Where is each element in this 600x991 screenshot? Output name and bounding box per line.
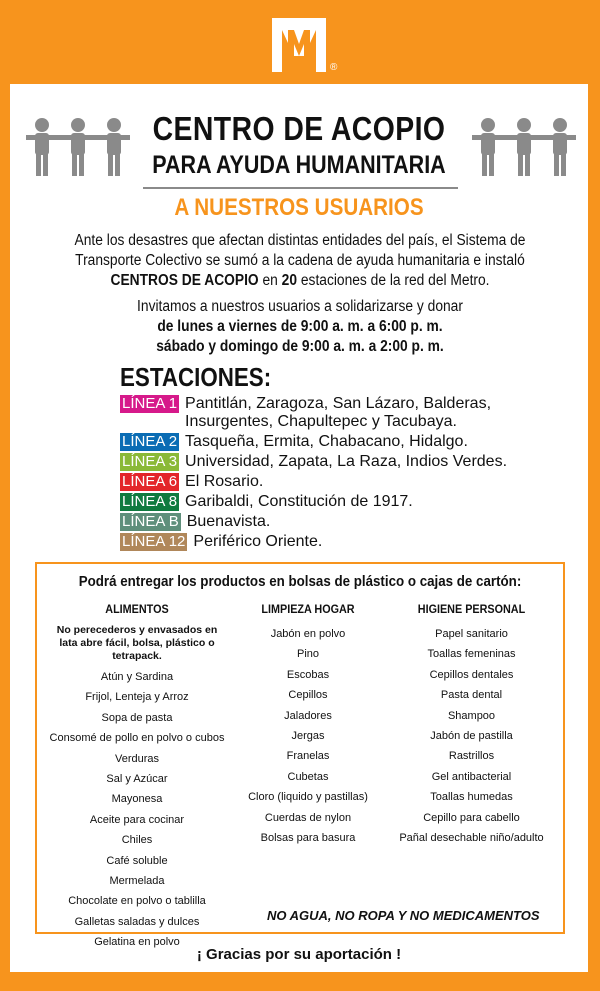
higiene-item: Toallas femeninas [427,648,516,661]
higiene-item: Toallas humedas [430,791,513,804]
products-heading: Podrá entregar los productos en bolsas de plástico o cajas de cartón: [78,574,522,590]
limpieza-item: Jaladores [284,709,332,722]
intro-highlight-count: 20 [281,272,298,289]
schedule-weekend: sábado y domingo de 9:00 a. m. a 2:00 p. m. [156,338,444,355]
line-badge-2: LÍNEA 2 [122,433,178,450]
higiene-item: Jabón de pastilla [430,729,513,742]
line-stations-8: Garibaldi, Constitución de 1917. [185,493,413,510]
alimentos-item: Verduras [114,752,160,765]
line-row-6 [120,473,540,491]
limpieza-item: Cepillos [288,689,328,702]
limpieza-item: Escobas [286,668,330,681]
limpieza-column [233,602,383,848]
higiene-title: HIGIENE PERSONAL [417,602,526,616]
higiene-item: Pasta dental [440,689,503,702]
line-row-2 [120,433,540,451]
line-badge-b: LÍNEA B [122,513,179,530]
line-badge-1: LÍNEA 1 [122,395,178,412]
line-stations-2: Tasqueña, Ermita, Chabacano, Hidalgo. [185,433,468,450]
line-row-8 [120,493,540,511]
thanks-message: ¡ Gracias por su aportación ! [196,946,402,963]
line-stations-1: Pantitlán, Zaragoza, San Lázaro, Balderas, Insurgentes, Chapultepec y Tacubaya. [185,395,492,430]
higiene-item: Cepillo para cabello [423,811,520,824]
line-row-3 [120,453,540,471]
limpieza-list [233,624,383,848]
alimentos-item: Sopa de pasta [101,711,173,724]
higiene-column [389,602,554,848]
line-row-12 [120,533,540,551]
line-row-1 [120,395,540,431]
alimentos-item: Mayonesa [111,793,163,806]
intro-highlight-centros: CENTROS DE ACOPIO [110,272,259,289]
alimentos-column [47,602,227,952]
limpieza-item: Cubetas [287,770,329,783]
limpieza-item: Cloro (liquido y pastillas) [248,791,368,804]
intro-text-2: en [258,272,282,289]
notice-panel [10,84,588,972]
higiene-item: Cepillos dentales [429,668,514,681]
higiene-item: Shampoo [447,709,496,722]
metro-logo-icon [268,16,330,74]
limpieza-item: Pino [296,648,320,661]
line-stations-12: Periférico Oriente. [193,533,323,550]
products-box [35,562,565,949]
alimentos-item: Chocolate en polvo o tablilla [68,895,206,908]
intro-paragraph [60,231,541,291]
line-badge-6: LÍNEA 6 [122,473,178,490]
alimentos-item: Gelatina en polvo [94,936,180,949]
line-badge-8: LÍNEA 8 [122,493,178,510]
alimentos-item: Café soluble [106,854,168,867]
limpieza-item: Bolsas para basura [260,831,356,844]
stations-heading: ESTACIONES: [120,362,272,392]
line-stations-6: El Rosario. [185,473,264,490]
subtitle: A NUESTROS USUARIOS [174,194,424,221]
title-divider [143,187,458,189]
invite-paragraph [60,297,541,357]
alimentos-item: Chiles [121,834,153,847]
schedule-weekdays: de lunes a viernes de 9:00 a. m. a 6:00 p. m. [157,318,443,335]
alimentos-list [47,667,227,952]
alimentos-title: ALIMENTOS [105,602,169,616]
alimentos-item: Frijol, Lenteja y Arroz [85,691,189,704]
page-title: CENTRO DE ACOPIO [152,110,446,147]
page-title-line-2: PARA AYUDA HUMANITARIA [152,151,446,179]
intro-text-1: Ante los desastres que afectan distintas entidades del país, el Sistema de Transporte Colectivo se sumó a la cadena de ayuda humanitaria e instaló [74,232,526,269]
limpieza-title: LIMPIEZA HOGAR [261,602,355,616]
higiene-item: Gel antibacterial [431,770,512,783]
alimentos-item: Galletas saladas y dulces [74,915,200,928]
alimentos-item: Sal y Azúcar [106,772,168,785]
higiene-item: Papel sanitario [435,628,508,640]
warning-text: NO AGUA, NO ROPA Y NO MEDICAMENTOS [267,908,540,923]
limpieza-item: Franelas [286,750,330,763]
higiene-item: Rastrillos [448,750,495,763]
alimentos-item: Atún y Sardina [100,671,174,683]
alimentos-item: Aceite para cocinar [89,813,185,826]
limpieza-item: Jabón en polvo [270,628,346,640]
invite-text: Invitamos a nuestros usuarios a solidarizarse y donar [137,298,463,315]
higiene-list [389,624,554,848]
line-stations-b: Buenavista. [186,513,271,530]
registered-mark: ® [330,62,338,73]
line-badge-3: LÍNEA 3 [122,453,178,470]
line-stations-3: Universidad, Zapata, La Raza, Indios Verdes. [185,453,508,470]
limpieza-item: Cuerdas de nylon [264,811,352,824]
limpieza-item: Jergas [291,729,325,742]
higiene-item: Pañal desechable niño/adulto [399,831,544,844]
line-badge-12: LÍNEA 12 [122,533,186,550]
alimentos-note: No perecederos y envasados en lata abre fácil, bolsa, plástico o tetrapack. [56,624,218,662]
intro-text-3: estaciones de la red del Metro. [297,272,490,289]
alimentos-item: Consomé de pollo en polvo o cubos [49,732,225,745]
alimentos-item: Mermelada [109,874,165,887]
line-row-b [120,513,540,531]
metro-lines-list [120,395,540,553]
